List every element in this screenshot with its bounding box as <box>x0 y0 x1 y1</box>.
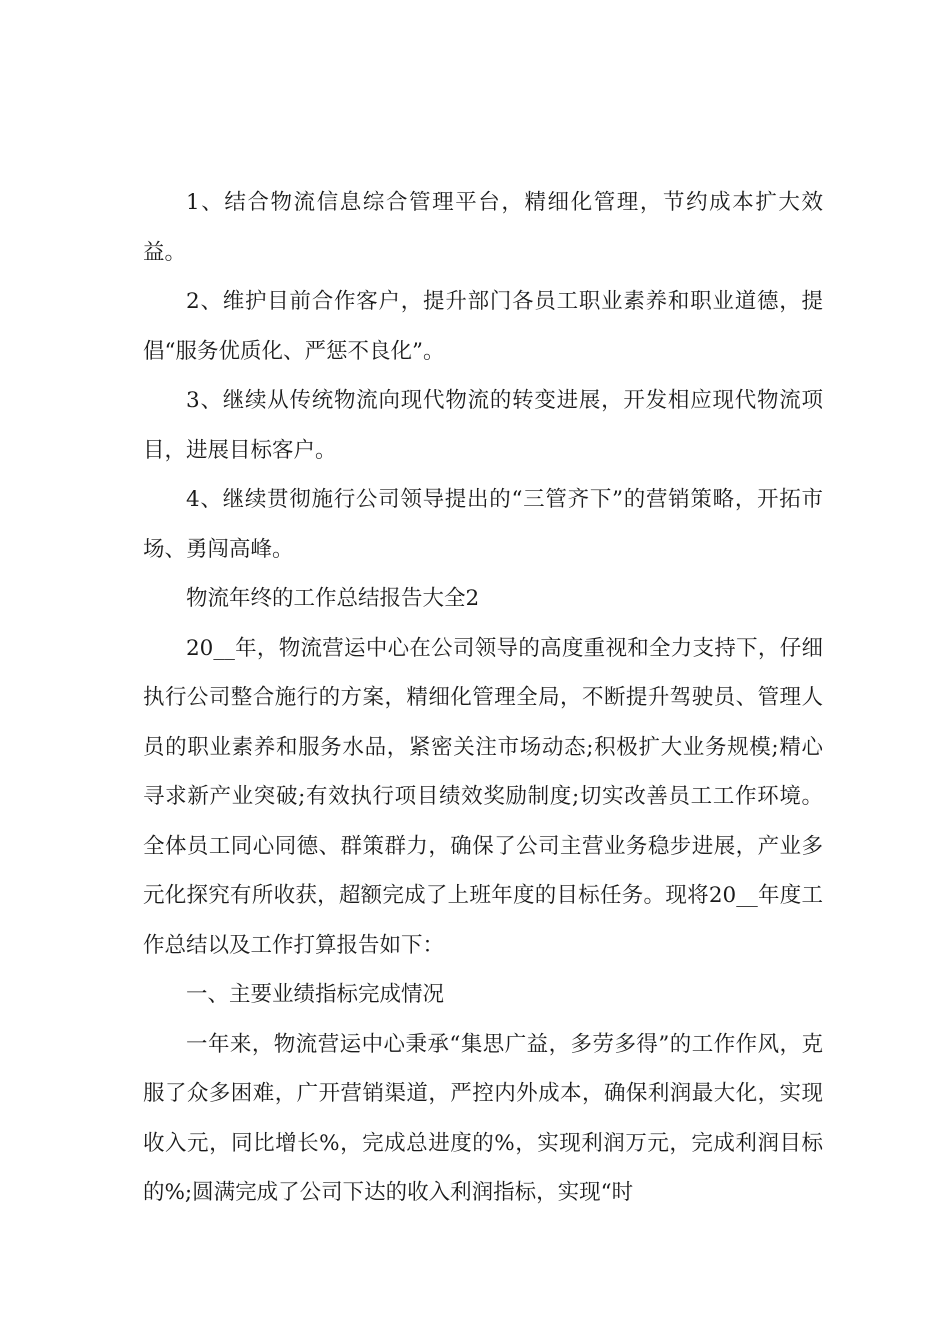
section-heading: 物流年终的工作总结报告大全2 <box>186 586 480 611</box>
body-paragraph: 20__年，物流营运中心在公司领导的高度重视和全力支持下，仔细执行公司整合施行的方案，精细化管理全局，不断提升驾驶员、管理人员的职业素养和服务水品，紧密关注市场动态;积极扩大业务规模;精心寻求新产业突破;有效执行项目绩效奖励制度;切实改善员工工作环境。全体员工同心同德、群策群力，确保了公司主营业务稳步进展，产业多元化探究有所收获，超额完成了上班年度的目标任务。现将20__年度工作总结以及工作打算报告如下： <box>143 635 823 958</box>
paragraph-item-4: 4、继续贯彻施行公司领导提出的“三管齐下”的营销策略，开拓市场、勇闯高峰。 <box>143 487 823 562</box>
body-paragraph: 一年来，物流营运中心秉承“集思广益，多劳多得”的工作作风，克服了众多困难，广开营销渠道，严控内外成本，确保利润最大化，实现收入元，同比增长%，完成总进度的%，实现利润万元，完成利润目标的%;圆满完成了公司下达的收入利润指标，实现“时 <box>143 1031 823 1205</box>
paragraph-item-1: 1、结合物流信息综合管理平台，精细化管理，节约成本扩大效益。 <box>143 190 823 265</box>
document-body <box>143 178 823 1218</box>
paragraph-item-3: 3、继续从传统物流向现代物流的转变进展，开发相应现代物流项目，进展目标客户。 <box>143 388 823 463</box>
paragraph-item-2: 2、维护目前合作客户，提升部门各员工职业素养和职业道德，提倡“服务优质化、严惩不良化”。 <box>143 289 823 364</box>
subsection-heading: 一、主要业绩指标完成情况 <box>186 982 445 1007</box>
